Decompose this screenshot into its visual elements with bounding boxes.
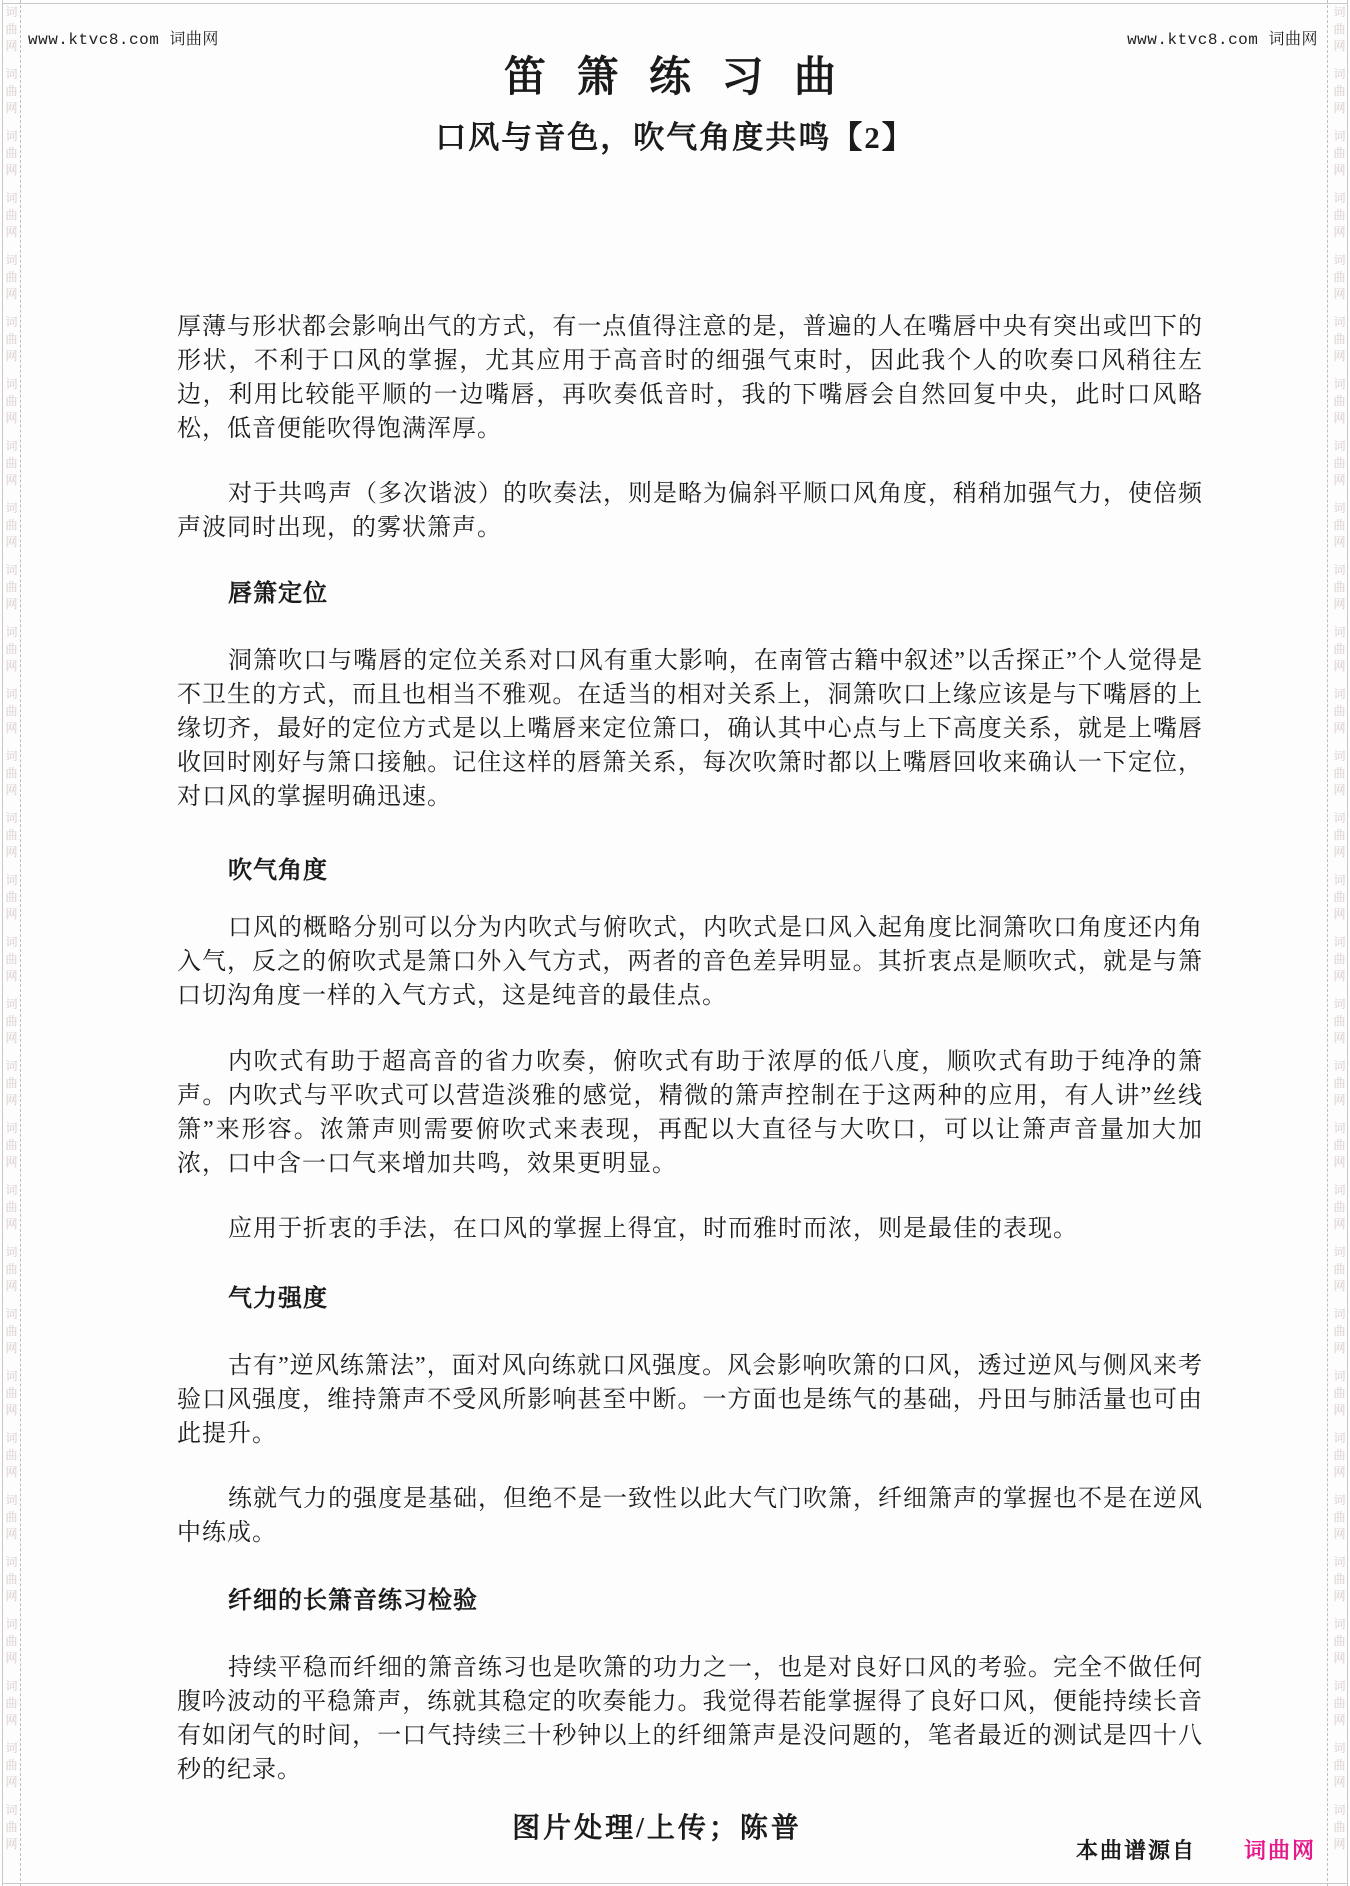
page-border-top [2, 3, 1348, 4]
page-subtitle: 口风与音色，吹气角度共鸣【2】 [435, 120, 915, 155]
section-heading-strength: 气力强度 [228, 1286, 328, 1312]
source-site-logo: 词曲网 [1243, 1838, 1316, 1863]
page-title: 笛 箫 练 习 曲 [503, 55, 846, 101]
left-watermark-column: 词曲网 词曲网 词曲网 词曲网 词曲网 词曲网 词曲网 词曲网 词曲网 词曲网 词曲网 词曲网 词曲网 词曲网 词曲网 词曲网 词曲网 词曲网 词曲网 词曲网 词曲网 词曲网 词曲网 词曲网 词曲网 词曲网 词曲网 词曲网 词曲网 词曲网 [5, 5, 18, 1851]
paragraph-intro: 厚薄与形状都会影响出气的方式，有一点值得注意的是，普遍的人在嘴唇中央有突出或凹下的形状，不利于口风的掌握，尤其应用于高音时的细强气束时，因此我个人的吹奏口风稍往左边，利用比较能平顺的一边嘴唇，再吹奏低音时，我的下嘴唇会自然回复中央，此时口风略松，低音便能吹得饱满浑厚。 [177, 314, 1203, 442]
paragraph-strength-2: 练就气力的强度是基础，但绝不是一致性以此大气门吹箫，纤细箫声的掌握也不是在逆风中练成。 [177, 1486, 1203, 1546]
paragraph-strength-1: 古有”逆风练箫法”，面对风向练就口风强度。风会影响吹箫的口风，透过逆风与侧风来考验口风强度，维持箫声不受风所影响甚至中断。一方面也是练气的基础，丹田与肺活量也可由此提升。 [177, 1353, 1203, 1447]
paragraph-blow-angle-3: 应用于折衷的手法，在口风的掌握上得宜，时而雅时而浓，则是最佳的表现。 [228, 1216, 1078, 1242]
right-watermark-column: 词曲网 词曲网 词曲网 词曲网 词曲网 词曲网 词曲网 词曲网 词曲网 词曲网 词曲网 词曲网 词曲网 词曲网 词曲网 词曲网 词曲网 词曲网 词曲网 词曲网 词曲网 词曲网 词曲网 词曲网 词曲网 词曲网 词曲网 词曲网 词曲网 词曲网 [1333, 5, 1346, 1851]
left-dashed-divider [20, 0, 21, 1886]
watermark-url-left: www.ktvc8.com 词曲网 [28, 31, 219, 49]
paragraph-lip-position: 洞箫吹口与嘴唇的定位关系对口风有重大影响，在南管古籍中叙述”以舌探正”个人觉得是不卫生的方式，而且也相当不雅观。在适当的相对关系上，洞箫吹口上缘应该是与下嘴唇的上缘切齐，最好的定位方式是以上嘴唇来定位箫口，确认其中心点与上下高度关系，就是上嘴唇收回时刚好与箫口接触。记住这样的唇箫关系，每次吹箫时都以上嘴唇回收来确认一下定位，对口风的掌握明确迅速。 [177, 648, 1203, 810]
right-dashed-divider [1327, 0, 1328, 1886]
credit-line: 图片处理/上传；陈普 [512, 1813, 802, 1844]
source-prefix-text: 本曲谱源自 [1075, 1838, 1196, 1863]
section-heading-lip-position: 唇箫定位 [228, 581, 328, 607]
section-heading-blow-angle: 吹气角度 [228, 858, 328, 884]
page-border-bottom [2, 1883, 1348, 1884]
page-border-right [1347, 0, 1348, 1886]
source-line [1076, 1834, 1316, 1865]
paragraph-long-tone: 持续平稳而纤细的箫音练习也是吹箫的功力之一，也是对良好口风的考验。完全不做任何腹吟波动的平稳箫声，练就其稳定的吹奏能力。我觉得若能掌握得了良好口风，便能持续长音有如闭气的时间，一口气持续三十秒钟以上的纤细箫声是没问题的，笔者最近的测试是四十八秒的纪录。 [177, 1655, 1203, 1783]
paragraph-blow-angle-2: 内吹式有助于超高音的省力吹奏，俯吹式有助于浓厚的低八度，顺吹式有助于纯净的箫声。内吹式与平吹式可以营造淡雅的感觉，精微的箫声控制在于这两种的应用，有人讲”丝线箫”来形容。浓箫声则需要俯吹式来表现，再配以大直径与大吹口，可以让箫声音量加大加浓，口中含一口气来增加共鸣，效果更明显。 [177, 1049, 1203, 1177]
paragraph-blow-angle-1: 口风的概略分别可以分为内吹式与俯吹式，内吹式是口风入起角度比洞箫吹口角度还内角入气，反之的俯吹式是箫口外入气方式，两者的音色差异明显。其折衷点是顺吹式，就是与箫口切沟角度一样的入气方式，这是纯音的最佳点。 [177, 915, 1203, 1009]
paragraph-resonance: 对于共鸣声（多次谐波）的吹奏法，则是略为偏斜平顺口风角度，稍稍加强气力，使倍频声波同时出现，的雾状箫声。 [177, 481, 1203, 541]
watermark-url-right: www.ktvc8.com 词曲网 [1127, 31, 1318, 49]
page-border-left [2, 0, 3, 1886]
section-heading-long-tone: 纤细的长箫音练习检验 [228, 1588, 478, 1614]
